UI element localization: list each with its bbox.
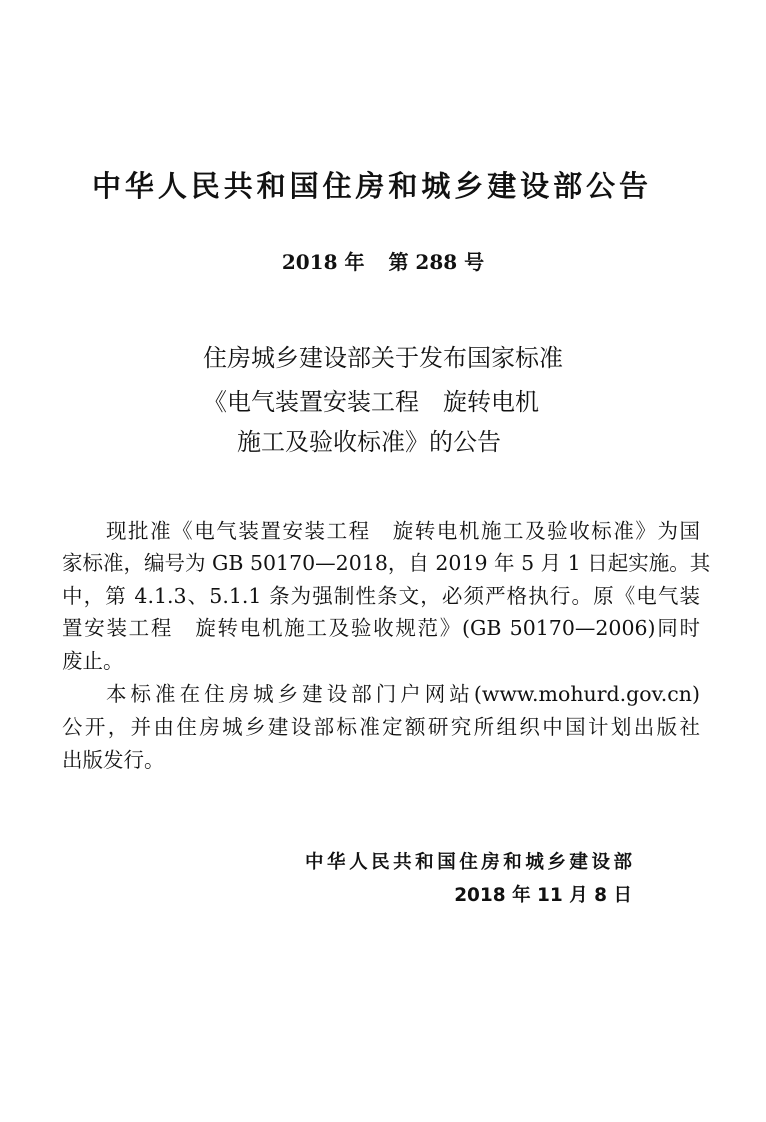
signature-issuer: 中华人民共和国住房和城乡建设部 xyxy=(305,852,632,873)
paragraph-line: 现批准《电气装置安装工程 旋转电机施工及验收标准》为国 xyxy=(106,519,700,543)
heading-line: 施工及验收标准》的公告 xyxy=(237,428,501,456)
paragraph-line: 置安装工程 旋转电机施工及验收规范》(GB 50170—2006)同时 xyxy=(62,616,700,640)
heading-line: 《电气装置安装工程 旋转电机 xyxy=(203,388,539,416)
paragraph-line: 公开，并由住房城乡建设部标准定额研究所组织中国计划出版社 xyxy=(62,715,700,739)
signature-date: 2018 年 11 月 8 日 xyxy=(454,885,632,906)
issue-number xyxy=(0,246,766,275)
paragraph-line: 中，第 4.1.3、5.1.1 条为强制性条文，必须严格执行。原《电气装 xyxy=(62,584,700,608)
document-title: 中华人民共和国住房和城乡建设部公告 xyxy=(92,169,648,203)
heading-line: 住房城乡建设部关于发布国家标准 xyxy=(203,344,563,372)
issue-year: 2018 年 xyxy=(281,250,365,274)
paragraph-line: 出版发行。 xyxy=(62,748,165,772)
paragraph-line: 家标准，编号为 GB 50170—2018，自 2019 年 5 月 1 日起实施。其 xyxy=(62,551,711,575)
issue-no: 第 288 号 xyxy=(388,250,485,274)
paragraph-line: 本标准在住房城乡建设部门户网站(www.mohurd.gov.cn) xyxy=(106,682,700,706)
paragraph-line: 废止。 xyxy=(62,649,124,673)
